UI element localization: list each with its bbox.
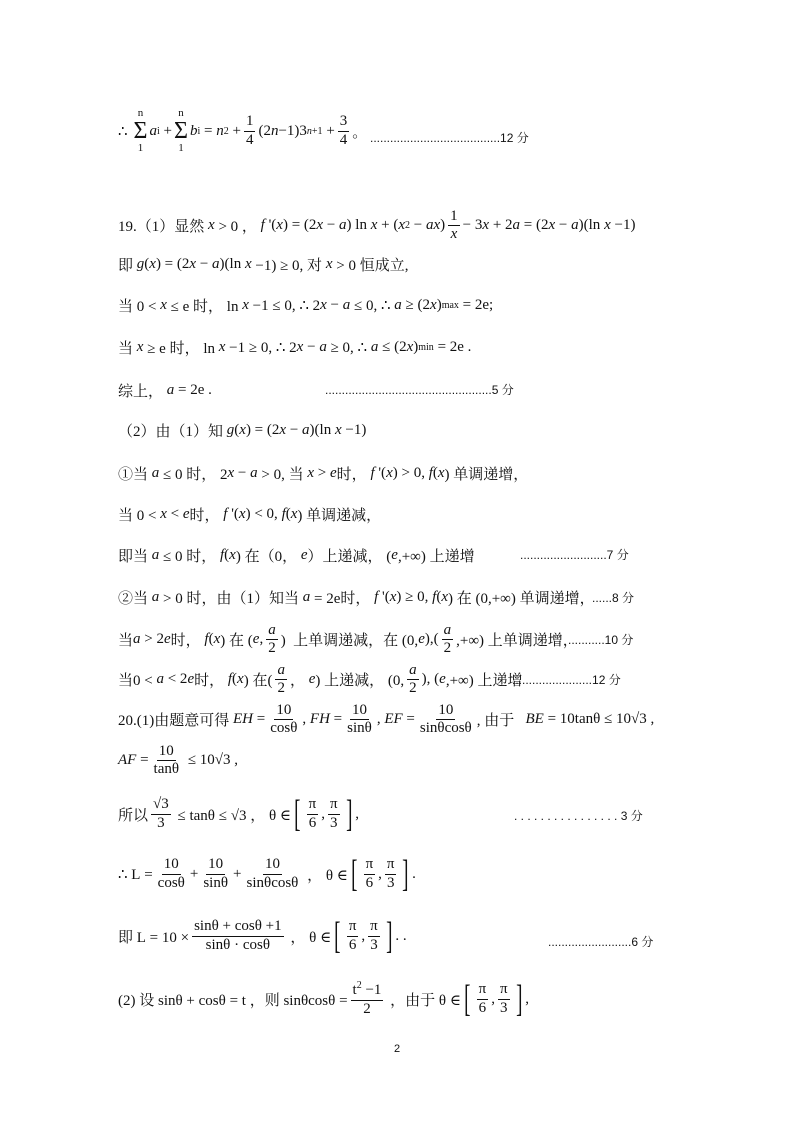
score-7: ..........................7 分 xyxy=(520,548,629,562)
q19-case-a-gt-0: ②当 a > 0 时，由（1）知当 a = 2e时， f '( x ) ≥ 0, f ( x ) 在 (0,+∞) 单调递增， xyxy=(118,589,595,607)
score-12-a: .......................................12 分 xyxy=(370,131,529,145)
score-8: ......8 分 xyxy=(592,591,635,605)
q20-tan-range: 所以 $\frac{√3}{3}$ ≤ tanθ ≤ √3 ， θ ∈ [ $\frac{\pi}{6}$ , $\frac{\pi}{3}$ ] , xyxy=(118,793,359,835)
q19-case-x-ge-e: 当 x ≥ e 时， ln x −1 ≥ 0, ∴ 2 x − a ≥ 0, ∴ a ≤ (2 x ) min = 2e . xyxy=(118,339,472,357)
q19-case-a-lt-2e: 当0 < a < 2 e 时， f ( x ) 在( $\frac{a}{2}$ ， e ) 上递减， (0, $\frac{a}{2}$ ), ( e ,+∞) 上递增 xyxy=(118,662,523,697)
q19-case-x-le-e: 当 0 < x ≤ e 时， ln x −1 ≤ 0, ∴ 2 x − a ≤ 0, ∴ a ≥ (2 x ) max = 2e; xyxy=(118,297,494,315)
q19-g-condition: 即 g ( x ) = (2 x − a )(ln x −1) ≥ 0, 对 x > 0 恒成立, xyxy=(118,256,409,274)
q20-part2-substitution: (2) 设 sinθ + cosθ = t ，则 sinθcosθ = $\frac{t^2 -1}{2}$ ，由于 θ ∈ [ $\frac{\pi}{6}$ , $\frac{\pi}{3}$ ] , xyxy=(118,978,529,1020)
score-3: . . . . . . . . . . . . . . . . 3 分 xyxy=(514,809,643,823)
score-12-b: ........................12 分 xyxy=(512,673,621,687)
score-10: ...........10 分 xyxy=(568,633,634,647)
q20-L-expression: ∴ L = $\frac{10}{\cos\theta}$ + $\frac{10}{\sin\theta}$ + $\frac{10}{\sin\theta\cos\theta}$ ， θ ∈ [ $\frac{\pi}{6}$ , $\frac{\pi}{3}$ ] . xyxy=(118,853,416,895)
score-6: .........................6 分 xyxy=(548,935,654,949)
q20-af-bound: AF = $\frac{10}{\tan\theta}$ ≤ 10√3 , xyxy=(118,743,239,778)
score-5: ..................................................5 分 xyxy=(325,383,514,397)
sum-formula-line: ∴ n Σ 1 a i + n Σ 1 b i = n 2 + $\frac{1}{4}$ (2 n −1)3 n+1 + $\frac{3}{4}$ 。 xyxy=(118,107,368,154)
q19-case-a-gt-2e: 当 a > 2 e 时， f ( x ) 在 ( e , $\frac{a}{2}$ ) 上单调递减，在 (0, e ),( $\frac{a}{2}$ ,+∞) 上单调递增， xyxy=(118,622,578,657)
page-number: 2 xyxy=(394,1043,401,1055)
q19-summary-a-le-0: 即当 a ≤ 0 时， f ( x ) 在（0， e ）上递减， ( e ,+∞) 上递增 xyxy=(118,547,475,565)
q20-L-simplified: 即 L = 10 × $\frac{\sin\theta + \cos\theta +1}{\sin\theta \cdot \cos\theta}$ ， θ ∈ [ $\frac{\pi}{6}$ , $\frac{\pi}{3}$ ] . . xyxy=(118,915,407,957)
q20-part1-lengths: 20.(1)由题意可得 EH = $\frac{10}{\cos\theta}$ , FH = $\frac{10}{\sin\theta}$ , EF = $\frac{10}{\sin\theta\cos\theta}$ , 由于 BE = 10tanθ ≤ 10√3 , xyxy=(118,702,655,737)
q19-part2-intro: （2）由（1）知 g ( x ) = (2 x − a )(ln x −1) xyxy=(118,422,367,440)
q19-part1-derivative: 19.（1）显然 x > 0 ， f '( x ) = (2 x − a ) ln x + ( x 2 − ax ) $\frac{1}{x}$ − 3 x + 2 a = (2 x − a )(ln x −1) xyxy=(118,208,636,243)
q19-conclusion: 综上， a = 2e . xyxy=(118,382,212,400)
q19-decreasing: 当 0 < x < e 时， f '( x ) < 0, f ( x ) 单调递减， xyxy=(118,506,382,524)
q19-case-a-le-0: ①当 a ≤ 0 时， 2 x − a > 0, 当 x > e 时， f '( x ) > 0, f ( x ) 单调递增， xyxy=(118,465,529,483)
